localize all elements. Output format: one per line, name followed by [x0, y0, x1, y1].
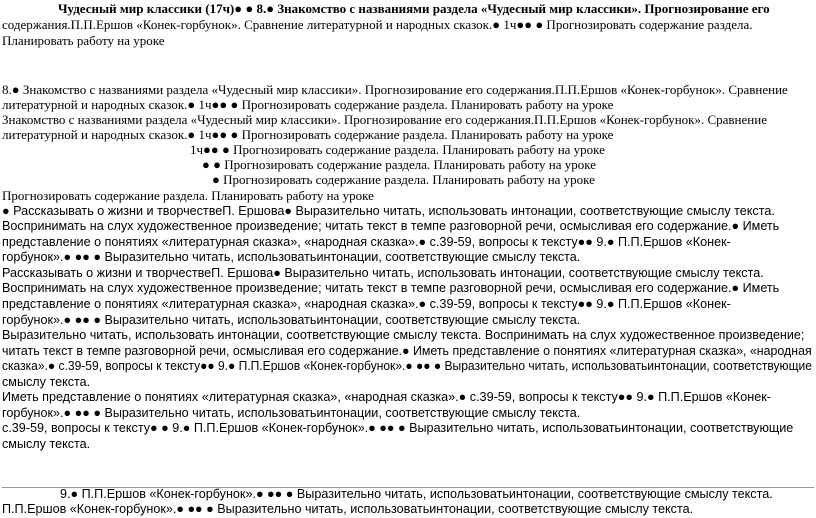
heading-line: Чудесный мир классики (17ч)● ● 8.● Знакомство с названиями раздела «Чудесный мир классики». Прогнозирование его	[58, 1, 770, 16]
text-line: П.П.Ершов «Конек-горбунок».● ●● ● Выразительно читать, использоватьинтонации, соответствующие смыслу текста.	[2, 502, 694, 516]
text-line: горбунок».● ●● ● Выразительно читать, использоватьинтонации, соответствующие смыслу текста.	[2, 250, 581, 264]
text-line: ● Рассказывать о жизни и творчествеП. Ершова● Выразительно читать, использовать интонации, соответствующие смыслу текста.	[2, 204, 775, 218]
text-line: Знакомство с названиями раздела «Чудесный мир классики». Прогнозирование его содержания.П.П.Ершов «Конек-горбунок». Сравнение	[2, 112, 767, 127]
text-line: ● ● Прогнозировать содержание раздела. Планировать работу на уроке	[202, 157, 597, 172]
text-line: Рассказывать о жизни и творчествеП. Ершова● Выразительно читать, использовать интонации, соответствующие смыслу текста.	[2, 266, 764, 280]
text-line: читать текст в темпе разговорной речи, осмысливая его содержание.● Иметь представление о понятиях «литературная сказка», «народная	[2, 344, 812, 358]
text-line: смыслу текста.	[2, 437, 91, 451]
text-line: ● Прогнозировать содержание раздела. Планировать работу на уроке	[212, 172, 595, 187]
text-line: Прогнозировать содержание раздела. Планировать работу на уроке	[2, 188, 374, 203]
text-line: содержания.П.П.Ершов «Конек-горбунок». Сравнение литературной и народных сказок.● 1ч●● ● Прогнозировать содержание раздела.	[2, 17, 753, 32]
text-line: 9.● П.П.Ершов «Конек-горбунок».● ●● ● Выразительно читать, использоватьинтонации, соответствующие смыслу текста.	[60, 487, 773, 501]
text-line: представление о понятиях «литературная сказка», «народная сказка».● с.39-59, вопросы к тексту●● 9.● П.П.Ершов «Конек-	[2, 297, 731, 311]
text-line: 1ч●● ● Прогнозировать содержание раздела. Планировать работу на уроке	[190, 142, 605, 157]
text-line: с.39-59, вопросы к тексту● ● 9.● П.П.Ершов «Конек-горбунок».● ●● ● Выразительно читать, использоватьинтонации, соответствующие	[2, 421, 794, 435]
text-line: Планировать работу на уроке	[2, 33, 165, 48]
text-line: 8.● Знакомство с названиями раздела «Чудесный мир классики». Прогнозирование его содержания.П.П.Ершов «Конек-горбунок». Сравнение	[2, 82, 788, 97]
text-line: горбунок».● ●● ● Выразительно читать, использоватьинтонации, соответствующие смыслу текста.	[2, 313, 581, 327]
text-line: Воспринимать на слух художественное произведение; читать текст в темпе разговорной речи, осмысливая его содержание.● Иметь	[2, 219, 780, 233]
text-line: смыслу текста.	[2, 375, 91, 389]
text-line: литературной и народных сказок.● 1ч●● ● Прогнозировать содержание раздела. Планировать работу на уроке	[2, 127, 614, 142]
text-line: горбунок».● ●● ● Выразительно читать, использоватьинтонации, соответствующие смыслу текста.	[2, 406, 581, 420]
text-line: сказка».● с.39-59, вопросы к тексту●● 9.● П.П.Ершов «Конек-горбунок».● ●● ● Выразительно читать, использоватьинтонации, соответствующие	[2, 359, 812, 373]
text-line: Воспринимать на слух художественное произведение; читать текст в темпе разговорной речи, осмысливая его содержание.● Иметь	[2, 281, 780, 295]
text-line: Выразительно читать, использовать интонации, соответствующие смыслу текста. Воспринимать на слух художественное произведение;	[2, 328, 805, 342]
text-line: литературной и народных сказок.● 1ч●● ● Прогнозировать содержание раздела. Планировать работу на уроке	[2, 97, 614, 112]
text-line: представление о понятиях «литературная сказка», «народная сказка».● с.39-59, вопросы к тексту●● 9.● П.П.Ершов «Конек-	[2, 235, 731, 249]
text-line: Иметь представление о понятиях «литературная сказка», «народная сказка».● с.39-59, вопросы к тексту●● 9.● П.П.Ершов «Конек-	[2, 390, 771, 404]
